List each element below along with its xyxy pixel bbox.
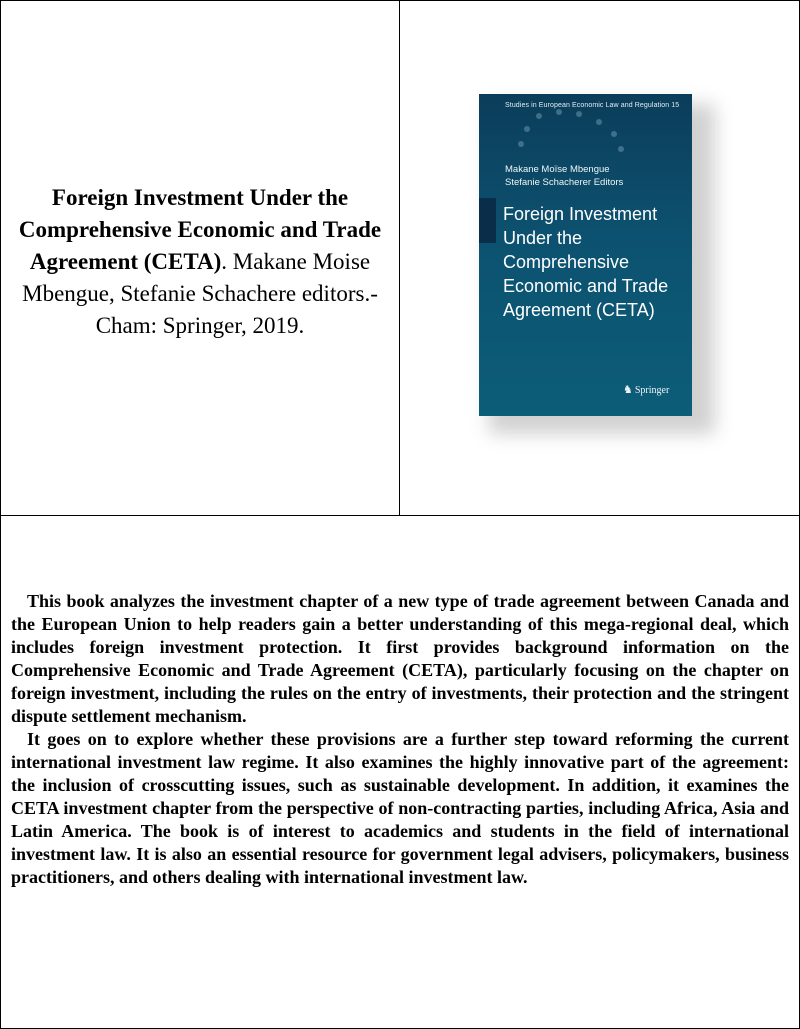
cover-image (479, 94, 692, 416)
cover-accent-bar (479, 198, 496, 243)
horizontal-divider (0, 515, 800, 516)
vertical-divider (399, 0, 400, 515)
book-cover (479, 94, 692, 416)
springer-knight-icon: ♞ (623, 384, 633, 396)
cover-series: Studies in European Economic Law and Regulation 15 (505, 102, 680, 109)
cover-author-2: Stefanie Schacherer Editors (505, 177, 624, 188)
abstract-paragraph-1: This book analyzes the investment chapter of a new type of trade agreement between Canada and the European Union to help readers gain a better understanding of this mega-regional deal, which includes foreign investment protection. It first provides background information on the Comprehensive Economic and Trade Agreement (CETA), particularly focusing on the chapter on foreign investment, including the rules on the entry of investments, their protection and the stringent dispute settlement mechanism. (11, 591, 789, 726)
book-citation (10, 182, 390, 342)
citation-title: Foreign Investment Under the Comprehensive Economic and Trade Agreement (CETA) (18, 185, 382, 274)
book-abstract (11, 590, 789, 889)
citation-details: . Makane Moise Mbengue, Stefanie Schachere editors.- Cham: Springer, 2019. (22, 249, 378, 338)
cover-author-1: Makane Moïse Mbengue (505, 164, 610, 175)
cover-title: Foreign Investment Under the Comprehensive Economic and Trade Agreement (CETA) (503, 204, 669, 320)
cover-publisher (623, 383, 669, 396)
abstract-paragraph-2: It goes on to explore whether these provisions are a further step toward reforming the current international investment law regime. It also examines the highly innovative part of the agreement: the inclusion of crosscutting issues, such as sustainable development. In addition, it examines the CETA investment chapter from the perspective of non-contracting parties, including Africa, Asia and Latin America. The book is of interest to academics and students in the field of international investment law. It is also an essential resource for government legal advisers, policymakers, business practitioners, and others dealing with international investment law. (11, 729, 789, 887)
publisher-name: Springer (634, 385, 670, 396)
